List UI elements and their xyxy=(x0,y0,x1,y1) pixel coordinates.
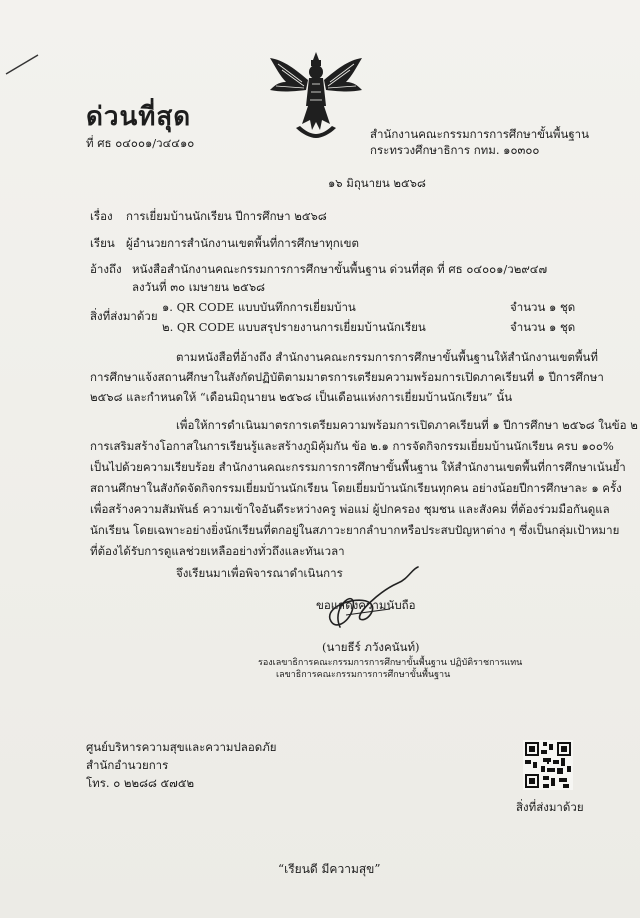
para1-line1: ตามหนังสือที่อ้างถึง สำนักงานคณะกรรมการการศึกษาขั้นพื้นฐานให้สำนักงานเขตพื้นที่ xyxy=(176,350,598,364)
reference-value: หนังสือสำนักงานคณะกรรมการการศึกษาขั้นพื้นฐาน ด่วนที่สุด ที่ ศธ ๐๔๐๐๑/ว๒๙๔๗ xyxy=(132,262,548,276)
enclosure-item-1: ๑. QR CODE แบบบันทึกการเยี่ยมบ้าน xyxy=(162,300,356,314)
para2-line4: สถานศึกษาในสังกัดจัดกิจกรรมเยี่ยมบ้านนักเรียน โดยเยี่ยมบ้านนักเรียนทุกคน อย่างน้อยปีการศึกษาละ ๑ ครั้ง xyxy=(90,481,622,495)
para2-line5: เพื่อสร้างความสัมพันธ์ ความเข้าใจอันดีระหว่างครู พ่อแม่ ผู้ปกครอง ชุมชน และสังคม ที่ต้องร่วมมือกันดูแล xyxy=(90,502,610,516)
closing-request: จึงเรียนมาเพื่อพิจารณาดำเนินการ xyxy=(176,566,343,580)
agency-address: กระทรวงศึกษาธิการ กทม. ๑๐๓๐๐ xyxy=(370,143,540,157)
garuda-emblem-icon xyxy=(266,50,366,142)
enclosure-qty-1: จำนวน ๑ ชุด xyxy=(510,300,576,314)
para1-line3: ๒๕๖๘ และกำหนดให้ “เดือนมิถุนายน ๒๕๖๘ เป็นเดือนแห่งการเยี่ยมบ้านนักเรียน” นั้น xyxy=(90,390,513,404)
pen-stroke-mark xyxy=(4,52,40,76)
subject-value: การเยี่ยมบ้านนักเรียน ปีการศึกษา ๒๕๖๘ xyxy=(126,209,327,223)
to-value: ผู้อำนวยการสำนักงานเขตพื้นที่การศึกษาทุกเขต xyxy=(126,236,359,250)
signer-name: (นายธีร์ ภวังคนันท์) xyxy=(322,640,420,654)
office-phone: โทร. ๐ ๒๒๘๘ ๕๗๕๒ xyxy=(86,776,195,790)
enclosure-label: สิ่งที่ส่งมาด้วย xyxy=(90,309,158,323)
document-date: ๑๖ มิถุนายน ๒๕๖๘ xyxy=(328,176,426,190)
urgent-label: ด่วนที่สุด xyxy=(86,102,192,132)
para2-line6: นักเรียน โดยเฉพาะอย่างยิ่งนักเรียนที่ตกอยู่ในสภาวะยากลำบากหรือประสบปัญหาต่าง ๆ ซึ่งเป็นกลุ่มเป้าหมาย xyxy=(90,523,620,537)
enclosure-qty-2: จำนวน ๑ ชุด xyxy=(510,320,576,334)
handwritten-signature xyxy=(300,565,440,637)
reference-label: อ้างถึง xyxy=(90,262,122,276)
signer-position-1: รองเลขาธิการคณะกรรมการการศึกษาขั้นพื้นฐาน ปฏิบัติราชการแทน xyxy=(258,658,523,668)
enclosure-item-2: ๒. QR CODE แบบสรุปรายงานการเยี่ยมบ้านนักเรียน xyxy=(162,320,426,334)
doc-number: ที่ ศธ ๐๔๐๐๑/ว๔๔๑๐ xyxy=(86,136,195,150)
signer-position-2: เลขาธิการคณะกรรมการการศึกษาขั้นพื้นฐาน xyxy=(276,670,451,680)
subject-label: เรื่อง xyxy=(90,209,113,223)
para2-line1: เพื่อให้การดำเนินมาตรการเตรียมความพร้อมการเปิดภาคเรียนที่ ๑ ปีการศึกษา ๒๕๖๘ ในข้อ ๒ xyxy=(176,418,638,432)
para2-line7: ที่ต้องได้รับการดูแลช่วยเหลืออย่างทั่วถึงและทันเวลา xyxy=(90,544,345,558)
qr-caption: สิ่งที่ส่งมาด้วย xyxy=(516,800,584,814)
qr-code-icon xyxy=(523,740,573,790)
para2-line3: เป็นไปด้วยความเรียบร้อย สำนักงานคณะกรรมการการศึกษาขั้นพื้นฐาน ให้สำนักงานเขตพื้นที่การศึกษาเน้นย้ำ xyxy=(90,460,626,474)
para2-line2: การเสริมสร้างโอกาสในการเรียนรู้และสร้างภูมิคุ้มกัน ข้อ ๒.๑ การจัดกิจกรรมเยี่ยมบ้านนักเรียน ครบ ๑๐๐% xyxy=(90,439,614,453)
slogan: “เรียนดี มีความสุข” xyxy=(278,862,381,876)
para1-line2: การศึกษาแจ้งสถานศึกษาในสังกัดปฏิบัติตามมาตรการเตรียมความพร้อมการเปิดภาคเรียนที่ ๑ ปีการศึกษา xyxy=(90,370,604,384)
office-name: ศูนย์บริหารความสุขและความปลอดภัย xyxy=(86,740,277,754)
office-division: สำนักอำนวยการ xyxy=(86,758,169,772)
agency-name: สำนักงานคณะกรรมการการศึกษาขั้นพื้นฐาน xyxy=(370,127,589,141)
to-label: เรียน xyxy=(90,236,115,250)
reference-date: ลงวันที่ ๓๐ เมษายน ๒๕๖๘ xyxy=(132,280,266,294)
salutation: ขอแสดงความนับถือ xyxy=(316,598,416,612)
